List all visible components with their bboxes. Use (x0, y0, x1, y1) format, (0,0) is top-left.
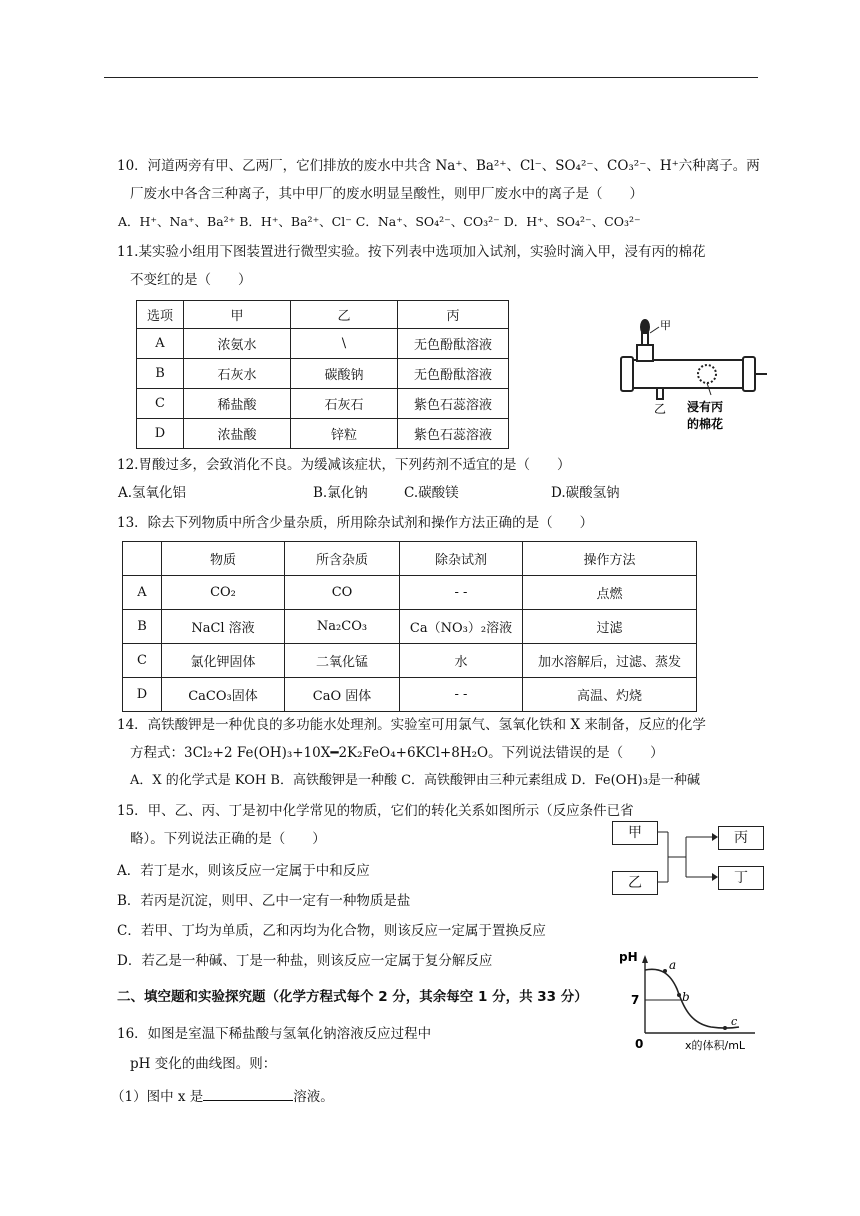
table-row (123, 644, 697, 678)
table-row (137, 389, 509, 419)
q10-line2: 厂废水中各含三种离子，其中甲厂的废水明显呈酸性，则甲厂废水中的离子是（ ） (130, 186, 643, 202)
q15-option-d: D．若乙是一种碱、丁是一种盐，则该反应一定属于复分解反应 (117, 953, 493, 969)
q11-line2: 不变红的是（ ） (130, 272, 252, 288)
box-yi: 乙 (612, 871, 658, 895)
box-ding: 丁 (718, 866, 764, 890)
table-cell: 浓盐酸 (184, 419, 291, 449)
q13-th: 所含杂质 (285, 542, 400, 576)
table-row (137, 329, 509, 359)
y-label: pH (619, 950, 638, 964)
table-cell: NaCl 溶液 (162, 610, 285, 644)
q11-th: 乙 (291, 301, 398, 329)
table-cell: 无色酚酞溶液 (398, 329, 509, 359)
q16-q1-prefix: （1）图中 x 是 (111, 1089, 204, 1105)
box-bing: 丙 (718, 826, 764, 850)
table-cell: \ (291, 329, 398, 359)
table-row (123, 678, 697, 712)
table-cell: 石灰石 (291, 389, 398, 419)
table-cell: - - (400, 576, 523, 610)
q11-th: 甲 (184, 301, 291, 329)
q12-option-d: D.碳酸氢钠 (551, 485, 620, 501)
label-jia: 甲 (660, 319, 671, 332)
label-cotton-1: 浸有丙 (687, 400, 724, 414)
q15-line1: 15．甲、乙、丙、丁是初中化学常见的物质，它们的转化关系如图所示（反应条件已省 (117, 803, 634, 819)
table-cell: 高温、灼烧 (523, 678, 697, 712)
table-cell: 稀盐酸 (184, 389, 291, 419)
q16-line2: pH 变化的曲线图。则： (130, 1056, 277, 1072)
table-cell: C (123, 644, 162, 678)
q11-th: 丙 (398, 301, 509, 329)
x-label: x的体积/mL (685, 1039, 746, 1052)
header-rule (104, 77, 758, 78)
q12-option-a: A.氢氧化铝 (118, 485, 187, 501)
table-cell: B (123, 610, 162, 644)
point-c (723, 1026, 727, 1030)
origin-label: 0 (635, 1037, 644, 1051)
table-cell: 二氧化锰 (285, 644, 400, 678)
ph-curve (645, 969, 739, 1028)
q14-options: A．X 的化学式是 KOH B．高铁酸钾是一种酸 C．高铁酸钾由三种元素组成 D．Fe(OH)₃是一种碱 (130, 773, 700, 788)
table-cell: 加水溶解后，过滤、蒸发 (523, 644, 697, 678)
table-cell: Ca（NO₃）₂溶液 (400, 610, 523, 644)
table-cell: 过滤 (523, 610, 697, 644)
q15-line2: 略）。下列说法正确的是（ ） (130, 831, 326, 847)
table-cell: 紫色石蕊溶液 (398, 419, 509, 449)
q15-option-a: A．若丁是水，则该反应一定属于中和反应 (117, 863, 370, 879)
table-row (137, 359, 509, 389)
table-cell: A (123, 576, 162, 610)
q13-th: 操作方法 (523, 542, 697, 576)
table-cell: Na₂CO₃ (285, 610, 400, 644)
ph-curve-figure (615, 945, 765, 1055)
table-cell: CaCO₃固体 (162, 678, 285, 712)
label-a: a (669, 958, 677, 972)
answer-blank[interactable] (203, 1088, 293, 1101)
point-b (677, 993, 681, 997)
q13-line1: 13．除去下列物质中所含少量杂质，所用除杂试剂和操作方法正确的是（ ） (117, 515, 594, 531)
q13-th: 除杂试剂 (400, 542, 523, 576)
table-cell: 浓氨水 (184, 329, 291, 359)
q15-option-b: B．若丙是沉淀，则甲、乙中一定有一种物质是盐 (117, 893, 411, 909)
tick-7: 7 (631, 993, 640, 1007)
q16-q1-suffix: 溶液。 (293, 1089, 334, 1105)
point-a (663, 969, 667, 973)
q14-line2: 方程式：3Cl₂+2 Fe(OH)₃+10X━2K₂FeO₄+6KCl+8H₂O。下列说法错误的是（ ） (130, 745, 664, 761)
q15-option-c: C．若甲、丁均为单质，乙和丙均为化合物，则该反应一定属于置换反应 (117, 923, 546, 939)
label-yi: 乙 (654, 402, 667, 416)
table-cell: 点燃 (523, 576, 697, 610)
table-cell: 无色酚酞溶液 (398, 359, 509, 389)
q10-line1: 10．河道两旁有甲、乙两厂，它们排放的废水中共含 Na⁺、Ba²⁺、Cl⁻、SO₄²⁻、CO₃²⁻、H⁺六种离子。两 (117, 158, 760, 174)
q13-th: 物质 (162, 542, 285, 576)
label-b: b (682, 990, 690, 1004)
q11-line1: 11.某实验小组用下图装置进行微型实验。按下列表中选项加入试剂，实验时滴入甲，浸有丙的棉花 (117, 244, 706, 260)
label-c: c (731, 1015, 738, 1028)
table-cell: 碳酸钠 (291, 359, 398, 389)
table-cell: D (137, 419, 184, 449)
q10-options: A．H⁺、Na⁺、Ba²⁺ B．H⁺、Ba²⁺、Cl⁻ C．Na⁺、SO₄²⁻、CO₃²⁻ D．H⁺、SO₄²⁻、CO₃²⁻ (118, 214, 641, 229)
q16-line1: 16．如图是室温下稀盐酸与氢氧化钠溶液反应过程中 (117, 1026, 432, 1042)
table-cell: 紫色石蕊溶液 (398, 389, 509, 419)
table-cell: D (123, 678, 162, 712)
table-row (123, 610, 697, 644)
q12-option-c: C.碳酸镁 (404, 485, 459, 501)
table-cell: 氯化钾固体 (162, 644, 285, 678)
table-cell: A (137, 329, 184, 359)
table-cell: - - (400, 678, 523, 712)
table-cell: 锌粒 (291, 419, 398, 449)
table-row (123, 576, 697, 610)
table-cell: C (137, 389, 184, 419)
table-row (137, 419, 509, 449)
q11-table (136, 300, 509, 449)
q16-q1 (111, 1088, 334, 1106)
table-cell: CO₂ (162, 576, 285, 610)
q13-th (123, 542, 162, 576)
table-cell: CaO 固体 (285, 678, 400, 712)
table-cell: B (137, 359, 184, 389)
label-cotton-2: 的棉花 (687, 417, 724, 431)
q12-line1: 12.胃酸过多，会致消化不良。为缓减该症状，下列药剂不适宜的是（ ） (117, 457, 571, 473)
q13-table (122, 541, 697, 712)
section2-heading: 二、填空题和实验探究题（化学方程式每个 2 分，其余每空 1 分，共 33 分） (117, 989, 588, 1005)
apparatus-figure (615, 315, 775, 440)
table-cell: 石灰水 (184, 359, 291, 389)
table-cell: 水 (400, 644, 523, 678)
q11-th: 选项 (137, 301, 184, 329)
table-cell: CO (285, 576, 400, 610)
q12-option-b: B.氯化钠 (313, 485, 368, 501)
q14-line1: 14．高铁酸钾是一种优良的多功能水处理剂。实验室可用氯气、氢氧化铁和 X 来制备，反应的化学 (117, 717, 706, 733)
box-jia: 甲 (612, 821, 658, 845)
